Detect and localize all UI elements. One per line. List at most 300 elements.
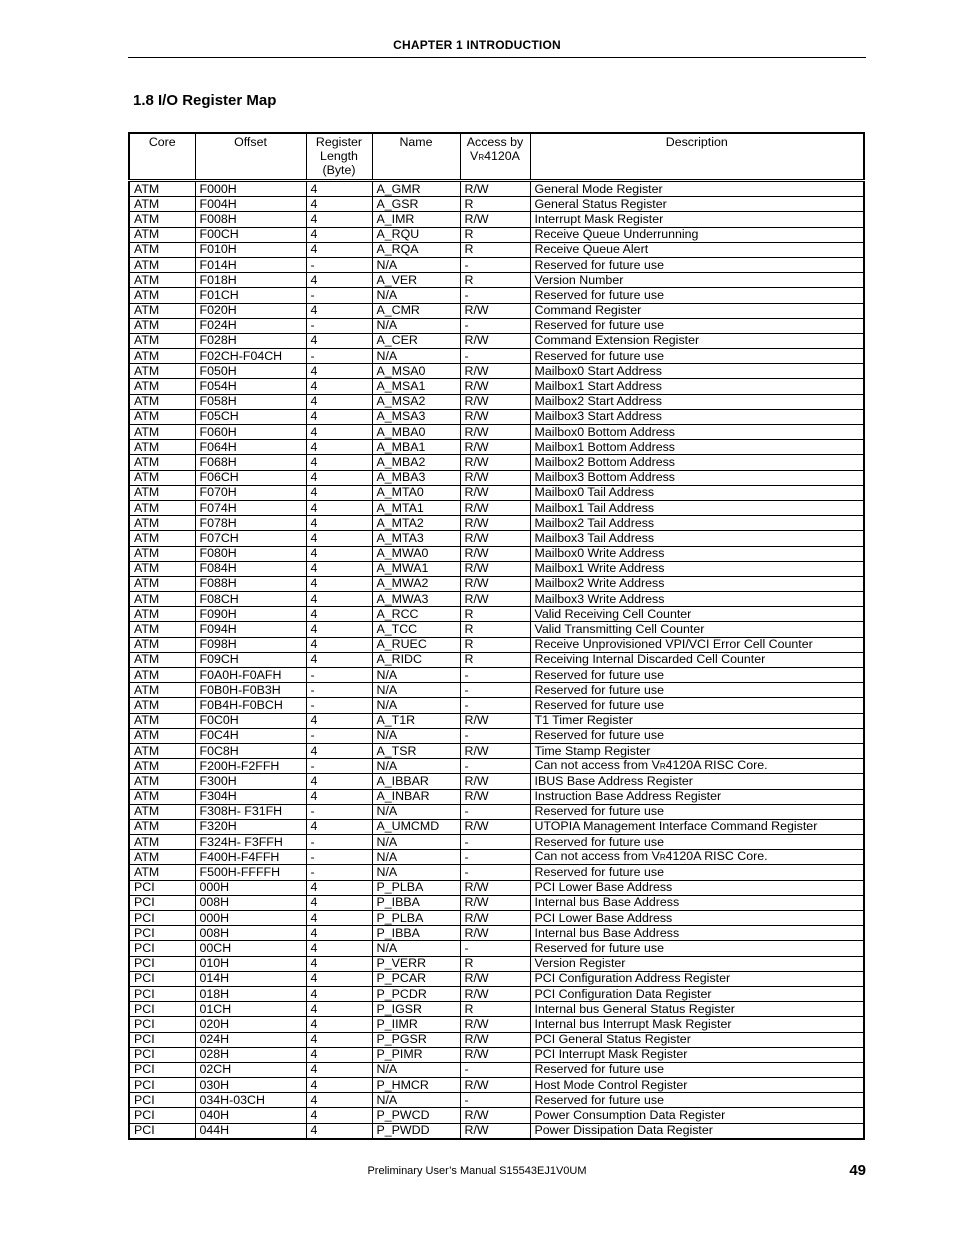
cell-length: 4 xyxy=(306,212,372,227)
table-row xyxy=(129,394,864,409)
cell-name: A_MBA2 xyxy=(372,455,460,470)
table-row xyxy=(129,364,864,379)
cell-core: PCI xyxy=(129,956,195,971)
cell-length: 4 xyxy=(306,440,372,455)
table-row xyxy=(129,835,864,850)
cell-length: - xyxy=(306,865,372,880)
cell-offset: F304H xyxy=(195,789,306,804)
table-row xyxy=(129,774,864,789)
cell-length: 4 xyxy=(306,273,372,288)
table-row xyxy=(129,652,864,667)
table-row xyxy=(129,941,864,956)
cell-description: Mailbox0 Bottom Address xyxy=(530,425,864,440)
cell-length: 4 xyxy=(306,880,372,895)
cell-description: Mailbox1 Bottom Address xyxy=(530,440,864,455)
cell-description: Mailbox0 Tail Address xyxy=(530,485,864,500)
cell-description: Reserved for future use xyxy=(530,865,864,880)
cell-name: P_PCDR xyxy=(372,986,460,1001)
cell-offset: F090H xyxy=(195,607,306,622)
cell-access: R/W xyxy=(460,774,530,789)
cell-core: ATM xyxy=(129,683,195,698)
cell-access: - xyxy=(460,804,530,819)
cell-description: Reserved for future use xyxy=(530,804,864,819)
cell-access: - xyxy=(460,288,530,303)
cell-access: - xyxy=(460,865,530,880)
header-rule xyxy=(128,57,866,58)
cell-length: - xyxy=(306,850,372,865)
cell-description: Internal bus Base Address xyxy=(530,895,864,910)
cell-offset: F024H xyxy=(195,318,306,333)
table-row xyxy=(129,257,864,272)
cell-name: N/A xyxy=(372,835,460,850)
cell-description: PCI Lower Base Address xyxy=(530,911,864,926)
cell-name: A_INBAR xyxy=(372,789,460,804)
table-row xyxy=(129,1032,864,1047)
table-header-row xyxy=(129,133,864,181)
cell-name: A_CER xyxy=(372,333,460,348)
cell-offset: F084H xyxy=(195,561,306,576)
cell-length: - xyxy=(306,288,372,303)
cell-core: ATM xyxy=(129,394,195,409)
cell-core: ATM xyxy=(129,759,195,774)
cell-name: N/A xyxy=(372,288,460,303)
table-row xyxy=(129,1062,864,1077)
cell-access: - xyxy=(460,349,530,364)
cell-core: PCI xyxy=(129,986,195,1001)
cell-access: R/W xyxy=(460,971,530,986)
cell-description: Valid Transmitting Cell Counter xyxy=(530,622,864,637)
table-row xyxy=(129,926,864,941)
cell-offset: 008H xyxy=(195,926,306,941)
cell-description: Reserved for future use xyxy=(530,698,864,713)
cell-core: ATM xyxy=(129,409,195,424)
cell-description: PCI Configuration Address Register xyxy=(530,971,864,986)
cell-access: R/W xyxy=(460,455,530,470)
cell-offset: F0B4H-F0BCH xyxy=(195,698,306,713)
cell-core: ATM xyxy=(129,652,195,667)
cell-offset: F098H xyxy=(195,637,306,652)
cell-core: ATM xyxy=(129,181,195,197)
cell-description xyxy=(530,850,864,865)
cell-description: Reserved for future use xyxy=(530,1062,864,1077)
cell-length: 4 xyxy=(306,622,372,637)
table-row xyxy=(129,576,864,591)
cell-description: Host Mode Control Register xyxy=(530,1078,864,1093)
cell-name: P_HMCR xyxy=(372,1078,460,1093)
cell-core: ATM xyxy=(129,668,195,683)
cell-description: PCI Lower Base Address xyxy=(530,880,864,895)
cell-description: Interrupt Mask Register xyxy=(530,212,864,227)
cell-core: ATM xyxy=(129,516,195,531)
cell-core: ATM xyxy=(129,500,195,515)
cell-access: R/W xyxy=(460,333,530,348)
cell-description: Power Consumption Data Register xyxy=(530,1108,864,1123)
cell-length: 4 xyxy=(306,911,372,926)
cell-description: Reserved for future use xyxy=(530,683,864,698)
cell-name: N/A xyxy=(372,683,460,698)
cell-name: N/A xyxy=(372,865,460,880)
cell-name: A_CMR xyxy=(372,303,460,318)
table-row xyxy=(129,425,864,440)
cell-description: Valid Receiving Cell Counter xyxy=(530,607,864,622)
section-title: 1.8 I/O Register Map xyxy=(133,92,277,109)
cell-core: PCI xyxy=(129,1002,195,1017)
cell-core: PCI xyxy=(129,1032,195,1047)
cell-offset: F0C8H xyxy=(195,743,306,758)
cell-access: R/W xyxy=(460,440,530,455)
cell-offset: F324H- F3FFH xyxy=(195,835,306,850)
table-row xyxy=(129,1123,864,1139)
header-core: Core xyxy=(129,133,195,181)
cell-name: P_IGSR xyxy=(372,1002,460,1017)
cell-access: R/W xyxy=(460,546,530,561)
cell-offset: F500H-FFFFH xyxy=(195,865,306,880)
cell-access: - xyxy=(460,850,530,865)
cell-access: R/W xyxy=(460,592,530,607)
cell-access: R/W xyxy=(460,212,530,227)
cell-name: N/A xyxy=(372,668,460,683)
cell-core: ATM xyxy=(129,865,195,880)
cell-length: 4 xyxy=(306,713,372,728)
cell-offset: F064H xyxy=(195,440,306,455)
cell-offset: F0A0H-F0AFH xyxy=(195,668,306,683)
cell-access: R/W xyxy=(460,1108,530,1123)
cell-length: 4 xyxy=(306,409,372,424)
cell-length: 4 xyxy=(306,956,372,971)
cell-length: 4 xyxy=(306,227,372,242)
cell-access: R xyxy=(460,622,530,637)
cell-name: A_MSA2 xyxy=(372,394,460,409)
cell-description: UTOPIA Management Interface Command Register xyxy=(530,819,864,834)
table-row xyxy=(129,789,864,804)
cell-core: PCI xyxy=(129,1047,195,1062)
table-row xyxy=(129,273,864,288)
cell-core: PCI xyxy=(129,895,195,910)
cell-description: Mailbox1 Tail Address xyxy=(530,500,864,515)
cell-offset: 018H xyxy=(195,986,306,1001)
cell-access: R/W xyxy=(460,561,530,576)
cell-access: R/W xyxy=(460,1078,530,1093)
cell-core: ATM xyxy=(129,425,195,440)
cell-length: 4 xyxy=(306,531,372,546)
cell-core: ATM xyxy=(129,531,195,546)
cell-name: A_RUEC xyxy=(372,637,460,652)
cell-core: ATM xyxy=(129,227,195,242)
cell-description: Internal bus Base Address xyxy=(530,926,864,941)
cell-length: - xyxy=(306,759,372,774)
cell-length: 4 xyxy=(306,1002,372,1017)
cell-length: 4 xyxy=(306,516,372,531)
cell-offset: F00CH xyxy=(195,227,306,242)
cell-offset: 020H xyxy=(195,1017,306,1032)
table-row xyxy=(129,318,864,333)
cell-core: ATM xyxy=(129,698,195,713)
cell-length: 4 xyxy=(306,789,372,804)
table-row xyxy=(129,1017,864,1032)
cell-length: 4 xyxy=(306,455,372,470)
header-access-v: V xyxy=(470,149,479,163)
cell-name: N/A xyxy=(372,318,460,333)
cell-access: R/W xyxy=(460,303,530,318)
cell-text: Can not access from V xyxy=(534,849,660,864)
cell-offset: 030H xyxy=(195,1078,306,1093)
cell-description: Reserved for future use xyxy=(530,288,864,303)
cell-access: - xyxy=(460,668,530,683)
cell-description: General Mode Register xyxy=(530,181,864,197)
cell-offset: F010H xyxy=(195,242,306,257)
cell-access: R/W xyxy=(460,394,530,409)
table-row xyxy=(129,470,864,485)
cell-name: A_MWA2 xyxy=(372,576,460,591)
cell-name: P_PIMR xyxy=(372,1047,460,1062)
cell-length: - xyxy=(306,683,372,698)
cell-name: A_MBA3 xyxy=(372,470,460,485)
cell-offset: F01CH xyxy=(195,288,306,303)
cell-length: 4 xyxy=(306,592,372,607)
cell-name: P_PGSR xyxy=(372,1032,460,1047)
table-row xyxy=(129,333,864,348)
cell-access: R xyxy=(460,1002,530,1017)
cell-name: A_GMR xyxy=(372,181,460,197)
cell-description: Mailbox2 Tail Address xyxy=(530,516,864,531)
cell-core: ATM xyxy=(129,835,195,850)
cell-length: 4 xyxy=(306,1078,372,1093)
cell-name: A_VER xyxy=(372,273,460,288)
cell-access: R/W xyxy=(460,516,530,531)
cell-length: 4 xyxy=(306,364,372,379)
cell-length: 4 xyxy=(306,470,372,485)
table-row xyxy=(129,911,864,926)
cell-access: R/W xyxy=(460,425,530,440)
cell-length: 4 xyxy=(306,986,372,1001)
cell-offset: F094H xyxy=(195,622,306,637)
table-row xyxy=(129,197,864,212)
table-row xyxy=(129,895,864,910)
table-row xyxy=(129,622,864,637)
cell-description: Instruction Base Address Register xyxy=(530,789,864,804)
cell-description: Reserved for future use xyxy=(530,728,864,743)
cell-description xyxy=(530,759,864,774)
cell-length: 4 xyxy=(306,637,372,652)
cell-core: ATM xyxy=(129,364,195,379)
cell-offset: F054H xyxy=(195,379,306,394)
cell-length: 4 xyxy=(306,1062,372,1077)
cell-name: P_PLBA xyxy=(372,880,460,895)
cell-offset: F074H xyxy=(195,500,306,515)
cell-access: - xyxy=(460,698,530,713)
table-row xyxy=(129,288,864,303)
cell-length: 4 xyxy=(306,1047,372,1062)
header-access xyxy=(460,133,530,181)
cell-length: 4 xyxy=(306,819,372,834)
cell-text: 4120A RISC Core. xyxy=(665,849,768,864)
cell-access: R/W xyxy=(460,576,530,591)
table-row xyxy=(129,546,864,561)
cell-text: Can not access from V xyxy=(534,758,660,773)
header-access-r: R xyxy=(478,153,485,162)
cell-offset: F07CH xyxy=(195,531,306,546)
cell-core: ATM xyxy=(129,197,195,212)
cell-name: A_MSA0 xyxy=(372,364,460,379)
cell-length: 4 xyxy=(306,774,372,789)
cell-name: A_MWA1 xyxy=(372,561,460,576)
cell-name: N/A xyxy=(372,1093,460,1108)
cell-description: Mailbox2 Start Address xyxy=(530,394,864,409)
cell-core: ATM xyxy=(129,622,195,637)
cell-name: N/A xyxy=(372,349,460,364)
cell-name: A_RQA xyxy=(372,242,460,257)
cell-text: 4120A RISC Core. xyxy=(665,758,768,773)
cell-offset: F050H xyxy=(195,364,306,379)
cell-name: A_MSA1 xyxy=(372,379,460,394)
cell-description: Mailbox3 Write Address xyxy=(530,592,864,607)
cell-name: A_UMCMD xyxy=(372,819,460,834)
table-row xyxy=(129,379,864,394)
cell-offset: F060H xyxy=(195,425,306,440)
table-row xyxy=(129,303,864,318)
table-row xyxy=(129,1047,864,1062)
cell-access: - xyxy=(460,257,530,272)
cell-name: N/A xyxy=(372,257,460,272)
cell-name: N/A xyxy=(372,698,460,713)
cell-core: ATM xyxy=(129,728,195,743)
cell-access: - xyxy=(460,1093,530,1108)
cell-length: 4 xyxy=(306,576,372,591)
cell-access: R/W xyxy=(460,895,530,910)
cell-offset: F400H-F4FFH xyxy=(195,850,306,865)
cell-length: 4 xyxy=(306,607,372,622)
cell-core: ATM xyxy=(129,242,195,257)
cell-offset: F058H xyxy=(195,394,306,409)
cell-access: R/W xyxy=(460,1123,530,1139)
cell-name: A_MBA1 xyxy=(372,440,460,455)
cell-name: P_VERR xyxy=(372,956,460,971)
table-row xyxy=(129,1093,864,1108)
header-name: Name xyxy=(372,133,460,181)
cell-offset: F014H xyxy=(195,257,306,272)
table-row xyxy=(129,956,864,971)
cell-offset: 014H xyxy=(195,971,306,986)
cell-length: - xyxy=(306,668,372,683)
cell-description: Reserved for future use xyxy=(530,318,864,333)
cell-name: A_GSR xyxy=(372,197,460,212)
cell-description: PCI General Status Register xyxy=(530,1032,864,1047)
cell-core: ATM xyxy=(129,804,195,819)
cell-offset: 008H xyxy=(195,895,306,910)
cell-offset: F080H xyxy=(195,546,306,561)
table-row xyxy=(129,804,864,819)
cell-offset: 034H-03CH xyxy=(195,1093,306,1108)
cell-access: R/W xyxy=(460,1047,530,1062)
table-row xyxy=(129,227,864,242)
cell-core: ATM xyxy=(129,576,195,591)
cell-core: ATM xyxy=(129,440,195,455)
table-row xyxy=(129,561,864,576)
cell-length: - xyxy=(306,728,372,743)
cell-offset: F018H xyxy=(195,273,306,288)
table-row xyxy=(129,728,864,743)
cell-offset: F0C0H xyxy=(195,713,306,728)
cell-length: 4 xyxy=(306,1017,372,1032)
register-map-table-container xyxy=(128,132,863,1140)
cell-offset: F0C4H xyxy=(195,728,306,743)
cell-core: PCI xyxy=(129,911,195,926)
header-access-model: 4120A xyxy=(484,149,520,163)
cell-name: A_MTA2 xyxy=(372,516,460,531)
cell-description: Power Dissipation Data Register xyxy=(530,1123,864,1139)
table-row xyxy=(129,668,864,683)
cell-offset: F0B0H-F0B3H xyxy=(195,683,306,698)
cell-name: P_PLBA xyxy=(372,911,460,926)
cell-access: R/W xyxy=(460,379,530,394)
cell-offset: 024H xyxy=(195,1032,306,1047)
cell-access: R xyxy=(460,242,530,257)
cell-access: R xyxy=(460,197,530,212)
cell-length: 4 xyxy=(306,1093,372,1108)
table-row xyxy=(129,865,864,880)
cell-offset: F028H xyxy=(195,333,306,348)
cell-offset: F05CH xyxy=(195,409,306,424)
cell-description: Version Number xyxy=(530,273,864,288)
cell-offset: F308H- F31FH xyxy=(195,804,306,819)
cell-offset: F02CH-F04CH xyxy=(195,349,306,364)
cell-access: R/W xyxy=(460,986,530,1001)
cell-name: A_MBA0 xyxy=(372,425,460,440)
cell-core: ATM xyxy=(129,592,195,607)
cell-core: ATM xyxy=(129,288,195,303)
cell-name: A_RIDC xyxy=(372,652,460,667)
cell-offset: F300H xyxy=(195,774,306,789)
cell-access: R/W xyxy=(460,181,530,197)
cell-description: T1 Timer Register xyxy=(530,713,864,728)
cell-name: P_PWCD xyxy=(372,1108,460,1123)
cell-offset: 010H xyxy=(195,956,306,971)
cell-name: A_IMR xyxy=(372,212,460,227)
table-row xyxy=(129,850,864,865)
cell-description: Reserved for future use xyxy=(530,257,864,272)
cell-offset: F09CH xyxy=(195,652,306,667)
table-row xyxy=(129,1108,864,1123)
cell-access: R/W xyxy=(460,789,530,804)
cell-description: PCI Configuration Data Register xyxy=(530,986,864,1001)
table-row xyxy=(129,819,864,834)
cell-core: ATM xyxy=(129,774,195,789)
cell-name: A_TSR xyxy=(372,743,460,758)
chapter-header: CHAPTER 1 INTRODUCTION xyxy=(393,38,561,52)
cell-description: Receive Queue Underrunning xyxy=(530,227,864,242)
cell-offset: F200H-F2FFH xyxy=(195,759,306,774)
cell-description: Version Register xyxy=(530,956,864,971)
cell-description: Command Extension Register xyxy=(530,333,864,348)
cell-core: ATM xyxy=(129,303,195,318)
cell-description: Receive Queue Alert xyxy=(530,242,864,257)
cell-description: Reserved for future use xyxy=(530,349,864,364)
table-row xyxy=(129,455,864,470)
cell-name: A_MWA3 xyxy=(372,592,460,607)
cell-name: P_IBBA xyxy=(372,895,460,910)
cell-length: 4 xyxy=(306,303,372,318)
header-description: Description xyxy=(530,133,864,181)
cell-core: PCI xyxy=(129,1108,195,1123)
cell-access: R/W xyxy=(460,470,530,485)
cell-length: - xyxy=(306,349,372,364)
cell-access: R/W xyxy=(460,880,530,895)
cell-access: R/W xyxy=(460,409,530,424)
table-row xyxy=(129,971,864,986)
cell-access: - xyxy=(460,759,530,774)
cell-access: R xyxy=(460,652,530,667)
header-length-line: Register xyxy=(315,135,363,149)
